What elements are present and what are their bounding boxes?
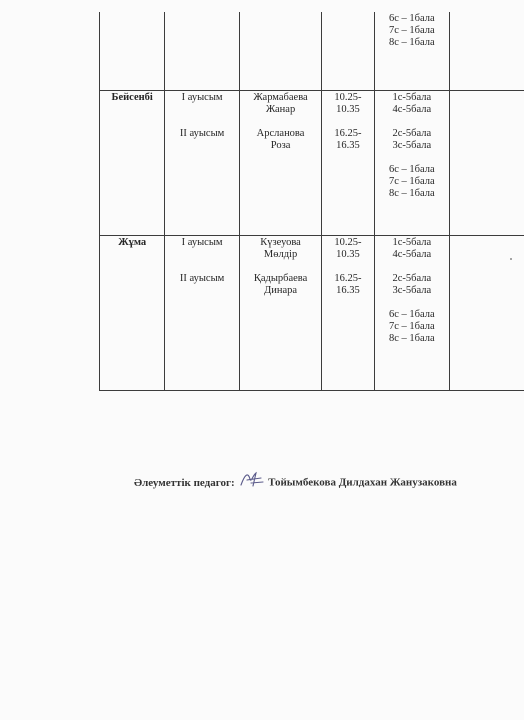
handwritten-signature-icon: [239, 470, 265, 490]
teacher-name: Арсланова: [256, 127, 305, 139]
shift-cell: [165, 90, 239, 235]
table-row: [100, 90, 524, 235]
shift-cell: [165, 235, 239, 390]
table-row: [100, 235, 524, 390]
time-cell: [322, 12, 374, 90]
teacher-name: Динара: [264, 284, 298, 296]
signature-line: [134, 476, 457, 490]
class-count: 7c – 1бала: [388, 25, 435, 36]
table-row: [100, 12, 524, 90]
teacher-name: Жармабаева: [253, 91, 308, 103]
teacher-cell: [239, 12, 321, 90]
time-value: 10.25-: [334, 91, 362, 103]
extra-cell: [450, 235, 524, 390]
scan-speck: [510, 258, 512, 260]
time-value: 10.35: [336, 248, 360, 260]
time-value: 10.25-: [334, 236, 362, 248]
extra-cell: [450, 90, 524, 235]
day-label: Бейсенбі: [111, 91, 153, 103]
shift-label: I ауысым: [181, 91, 223, 103]
class-count: 3c-5бала: [392, 284, 432, 296]
schedule-table: [99, 12, 524, 391]
time-value: 10.35: [336, 103, 360, 115]
classes-cell: [374, 235, 449, 390]
class-count: 7c – 1бала: [388, 320, 435, 332]
signature-name: Тойымбекова Дилдахан Жанузаковна: [268, 476, 457, 489]
class-count: 3c-5бала: [392, 139, 432, 151]
shift-label: II ауысым: [179, 127, 225, 139]
class-count: 6c – 1бала: [388, 163, 435, 175]
time-value: 16.35: [336, 284, 360, 296]
class-count: 8c – 1бала: [388, 187, 435, 199]
day-label: Жұма: [118, 236, 147, 248]
class-count: 8c – 1бала: [388, 37, 435, 48]
time-value: 16.25-: [334, 127, 362, 139]
time-cell: [322, 235, 374, 390]
class-count: 2c-5бала: [392, 272, 432, 284]
class-count: 1c-5бала: [392, 236, 432, 248]
extra-cell: [450, 12, 524, 90]
teacher-name: Мөлдір: [263, 248, 298, 260]
time-cell: [322, 90, 374, 235]
classes-cell: [374, 12, 449, 90]
class-count: 2c-5бала: [392, 127, 432, 139]
teacher-name: Жанар: [265, 103, 296, 115]
class-count: 6c – 1бала: [388, 13, 435, 24]
teacher-name: Күзеуова: [260, 236, 301, 248]
class-count: 4c-5бала: [392, 103, 432, 115]
teacher-cell: [239, 235, 321, 390]
teacher-cell: [239, 90, 321, 235]
day-cell: [100, 90, 165, 235]
class-count: 6c – 1бала: [388, 308, 435, 320]
time-value: 16.35: [336, 139, 360, 151]
classes-cell: [374, 90, 449, 235]
shift-label: I ауысым: [181, 236, 223, 248]
teacher-name: Роза: [270, 139, 291, 151]
shift-cell: [165, 12, 239, 90]
class-count: 4c-5бала: [392, 248, 432, 260]
signature-label: Әлеуметтік педагог:: [134, 476, 235, 489]
class-count: 8c – 1бала: [388, 332, 435, 344]
shift-label: II ауысым: [179, 272, 225, 284]
time-value: 16.25-: [334, 272, 362, 284]
day-cell: [100, 12, 165, 90]
teacher-name: Қадырбаева: [253, 272, 308, 284]
class-count: 7c – 1бала: [388, 175, 435, 187]
class-count: 1c-5бала: [392, 91, 432, 103]
day-cell: [100, 235, 165, 390]
